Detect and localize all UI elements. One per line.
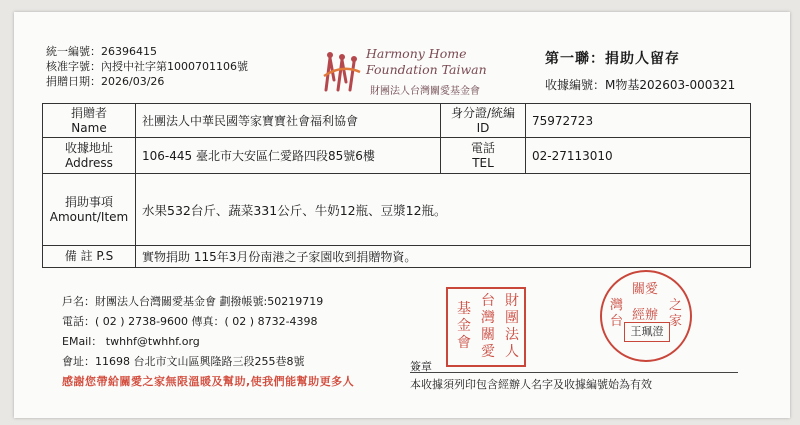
receipt-header-info: [46, 44, 248, 89]
tel-label: [441, 138, 526, 174]
account-info: 戶名：財團法人台灣關愛基金會 劃撥帳號:50219719: [62, 295, 324, 308]
table-row-address: [43, 138, 751, 174]
round-seal-right: 之: [668, 298, 682, 313]
copy-title: 第一聯：捐助人留存: [545, 51, 680, 67]
round-seal-left: 灣: [610, 298, 624, 313]
name-label-zh: 捐贈者: [70, 105, 107, 120]
id-label-en: ID: [476, 120, 490, 135]
handler-seal: [600, 270, 692, 362]
logo-line-1: Harmony Home: [366, 46, 467, 61]
approval-number: 核准字號：內授中社字第1000701106號: [46, 60, 248, 73]
round-seal-center: 經辦: [632, 308, 659, 323]
tel-label-en: TEL: [472, 155, 494, 170]
tel-label-zh: 電話: [470, 140, 495, 155]
address-label-en: Address: [65, 155, 113, 170]
amount-label-zh: 捐助事項: [64, 194, 113, 209]
donation-table: [42, 103, 751, 268]
logo-line-2: Foundation Taiwan: [366, 62, 487, 77]
copy-info: [545, 48, 735, 93]
table-row-amount: [43, 174, 751, 246]
serial-number: 統一編號：26396415: [46, 45, 157, 58]
amount-label: [43, 174, 136, 246]
address-label-zh: 收據地址: [64, 140, 113, 155]
phone-info: 電話：( 02 ) 2738-9600 傳真：( 02 ) 8732-4398: [62, 315, 318, 328]
signature-label: 簽章: [410, 360, 432, 373]
foundation-contact: [62, 292, 354, 392]
table-row-ps: [43, 246, 751, 268]
email-info: EMail： twhhf@twhhf.org: [62, 335, 200, 348]
logo-english-name: [366, 46, 487, 78]
slogan: 感謝您帶給關愛之家無限溫暖及幫助,使我們能幫助更多人: [62, 375, 355, 388]
ps-label: 備 註 P.S: [43, 246, 136, 268]
organization-seal: [446, 287, 526, 367]
name-label-en: Name: [71, 120, 107, 135]
address-info: 會址：11698 台北市文山區興隆路三段255巷8號: [62, 355, 305, 368]
round-seal-right-2: 家: [668, 314, 682, 329]
signature-line: [410, 372, 738, 373]
handler-name: 王珮澄: [624, 322, 670, 342]
foundation-logo: [320, 44, 520, 106]
donor-address: 106-445 臺北市大安區仁愛路四段85號6樓: [136, 138, 441, 174]
donor-tel: 02-27113010: [526, 138, 751, 174]
donation-items: 水果532台斤、蔬菜331公斤、牛奶12瓶、豆漿12瓶。: [136, 174, 751, 246]
org-seal-col-1: 財團法人: [505, 293, 519, 360]
logo-chinese-name: 財團法人台灣關愛基金會: [370, 86, 480, 97]
org-seal-col-3: 基金會: [457, 301, 471, 351]
validity-notice: 本收據須列印包含經辦人名字及收據編號始為有效: [410, 378, 652, 391]
round-seal-left-2: 台: [610, 314, 624, 329]
foundation-logo-icon: [320, 50, 364, 96]
donation-date: 捐贈日期：2026/03/26: [46, 75, 165, 88]
round-seal-top: 關愛: [632, 282, 659, 297]
donor-name: 社團法人中華民國等家寶寶社會福利協會: [136, 104, 441, 138]
ps-note: 實物捐助 115年3月份南港之子家園收到捐贈物資。: [136, 246, 751, 268]
id-label-zh: 身分證/統編: [450, 105, 516, 120]
id-label: [441, 104, 526, 138]
donor-id: 75972723: [526, 104, 751, 138]
address-label: [43, 138, 136, 174]
name-label: [43, 104, 136, 138]
org-seal-col-2: 台灣關愛: [481, 293, 495, 360]
amount-label-en: Amount/Item: [49, 209, 129, 224]
table-row-name: [43, 104, 751, 138]
receipt-number: 收據編號：M物基202603-000321: [545, 78, 736, 92]
